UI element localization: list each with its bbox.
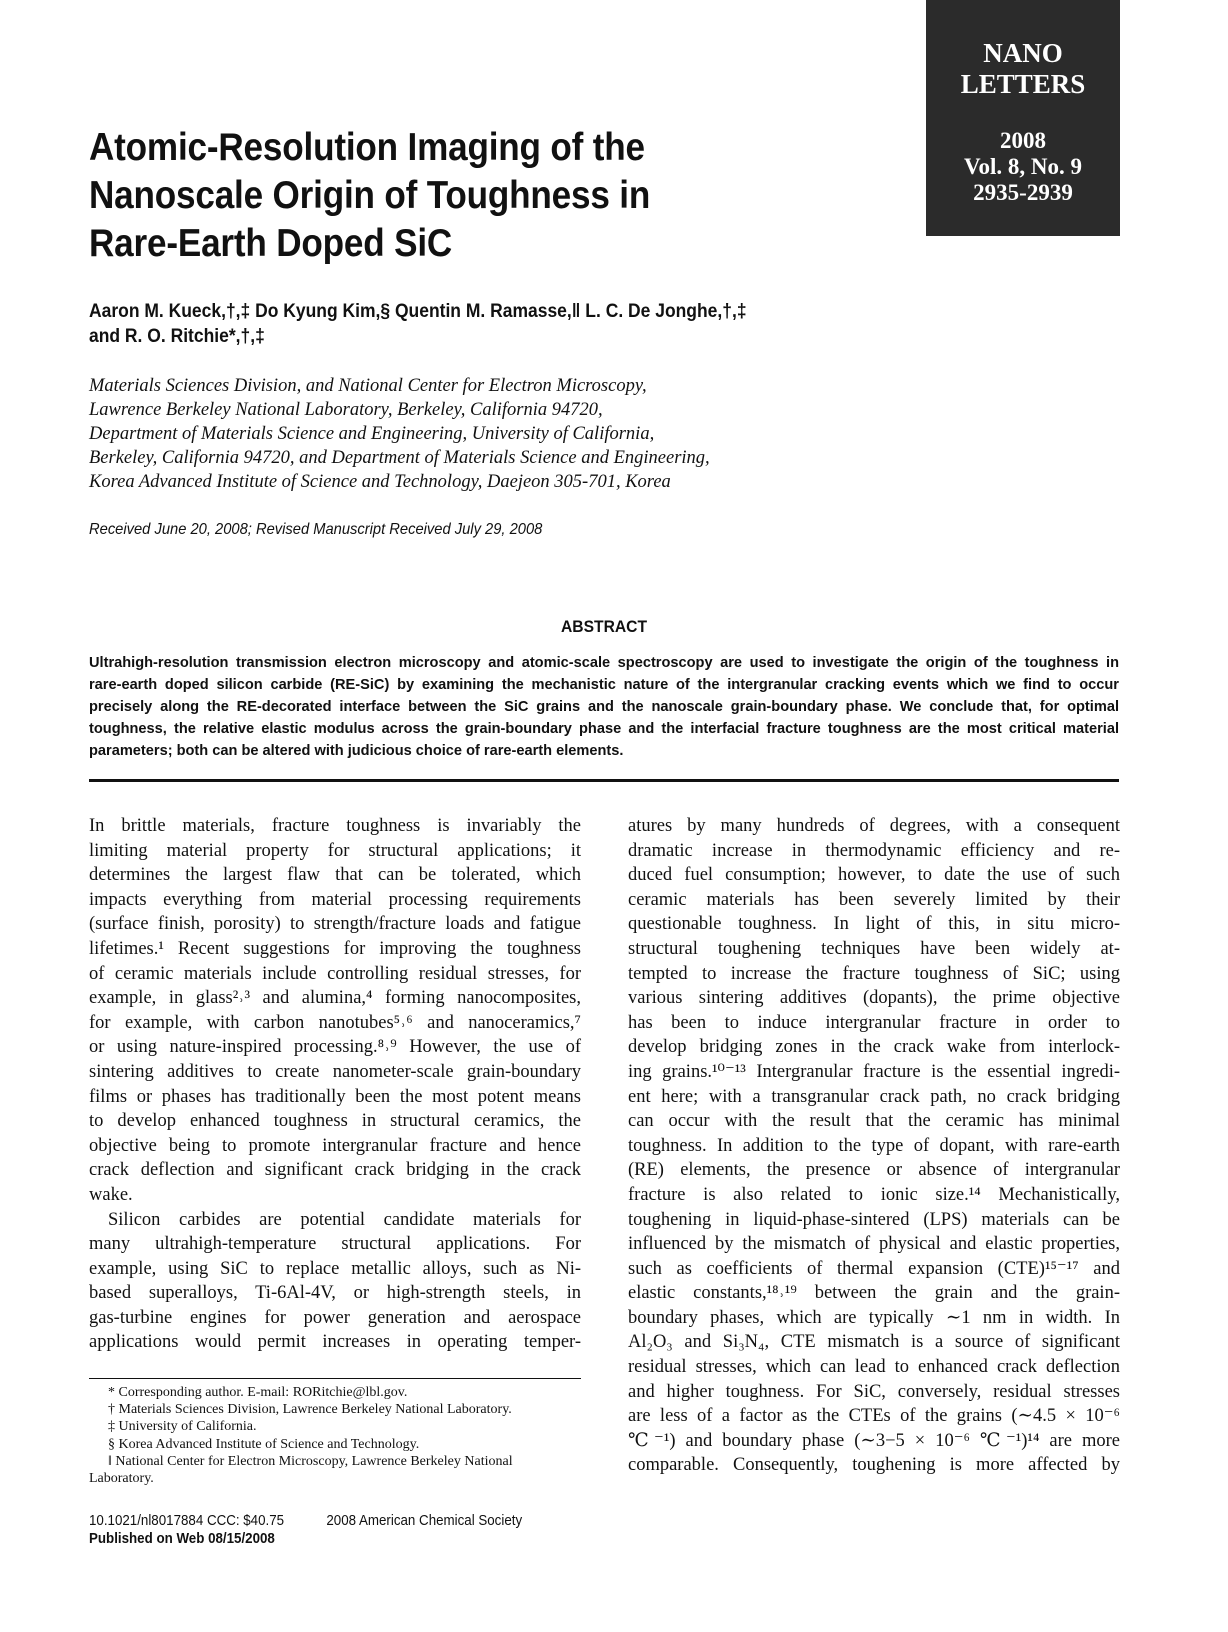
journal-volume: Vol. 8, No. 9 xyxy=(964,154,1082,179)
author-list: Aaron M. Kueck,†,‡ Do Kyung Kim,§ Quentin M. Ramasse,‖ L. C. De Jonghe,†,‡ and R. O. Ritchie*,†,‡ xyxy=(89,301,747,347)
received-dates: Received June 20, 2008; Revised Manuscript Received July 29, 2008 xyxy=(89,521,543,538)
journal-issue xyxy=(926,128,1120,206)
doi-info: 10.1021/nl8017884 CCC: $40.75 xyxy=(89,1513,285,1529)
journal-badge xyxy=(926,0,1120,236)
affiliations: Materials Sciences Division, and National Center for Electron Microscopy, Lawrence Berkeley National Laboratory, Berkeley, California 94720, Department of Materials Science and Engineering, University of California, Berkeley, California 94720, and Department of Materials Science and Engineering, Korea Advanced Institute of Science and Technology, Daejeon 305-701, Korea xyxy=(89,376,710,492)
footnotes: * Corresponding author. E-mail: RORitchie@lbl.gov. † Materials Sciences Division, Lawrence Berkeley National Laboratory. ‡ University of California. § Korea Advanced Institute of Science and Technology. ‖ National Center for Electron Microscopy, Lawrence Berkeley National Laboratory. xyxy=(89,1385,513,1487)
publication-info xyxy=(89,1512,522,1548)
copyright: 2008 American Chemical Society xyxy=(326,1513,523,1529)
body-column-right: atures by many hundreds of degrees, with a consequent dramatic increase in thermodynamic efficiency and re- duced fuel consumption; however, to date the use of such ceramic materials has been severely limited by their questionable toughness. In light of this, in situ micro- structural toughening techniques have been widely at- tempted to increase the fracture toughness of SiC; using various sintering additives (dopants), the prime objective has been to induce intergranular fracture in order to develop bridging zones in the crack wake from interlock- ing grains.¹⁰⁻¹³ Intergranular fracture is the essential ingredi- ent here; with a transgranular crack path, no crack bridging can occur with the result that the ceramic has minimal toughness. In addition to the type of dopant, with rare-earth (RE) elements, the presence or absence of intergranular fracture is also related to ionic size.¹⁴ Mechanistically, toughening in liquid-phase-sintered (LPS) materials can be influenced by the mismatch of physical and elastic properties, such as coefficients of thermal expansion (CTE)¹⁵⁻¹⁷ and elastic constants,¹⁸˒¹⁹ between the grain and the grain- boundary phases, which are typically ∼1 nm in width. In Al₂O₃ and Si₃N₄, CTE mismatch is a source of significant residual stresses, which can lead to enhanced crack deflection and higher toughness. For SiC, conversely, residual stresses are less of a factor as the CTEs of the grains (∼4.5 × 10⁻⁶ ℃⁻¹) and boundary phase (∼3−5 × 10⁻⁶ ℃⁻¹)¹⁴ are more comparable. Consequently, toughening is more affected by xyxy=(628,816,1120,1476)
journal-year: 2008 xyxy=(1000,128,1046,153)
body-column-left: In brittle materials, fracture toughness is invariably the limiting material property for structural applications; it determines the largest flaw that can be tolerated, which impacts everything from material processing requirements (surface finish, porosity) to strength/fracture loads and fatigue lifetimes.¹ Recent suggestions for improving the toughness of ceramic materials include controlling residual stresses, for example, in glass²˒³ and alumina,⁴ forming nanocomposites, for example, with carbon nanotubes⁵˒⁶ and nanoceramics,⁷ or using nature-inspired processing.⁸˒⁹ However, the use of sintering additives to create nanometer-scale grain-boundary films or phases has traditionally been the most potent means to develop enhanced toughness in structural ceramics, the objective being to promote intergranular fracture and hence crack deflection and significant crack bridging in the crack wake. Silicon carbides are potential candidate materials for many ultrahigh-temperature structural applications. For example, using SiC to replace metallic alloys, such as Ni- based superalloys, Ti-6Al-4V, or high-strength steels, in gas-turbine engines for power generation and aerospace applications would permit increases in operating temper- xyxy=(89,816,581,1353)
paper-title: Atomic-Resolution Imaging of the Nanoscale Origin of Toughness in Rare-Earth Doped SiC xyxy=(89,126,651,265)
abstract-text: Ultrahigh-resolution transmission electron microscopy and atomic-scale spectroscopy are used to investigate the origin of the toughness in rare-earth doped silicon carbide (RE-SiC) by examining the mechanistic nature of the intergranular cracking events which we find to occur precisely along the RE-decorated interface between the SiC grains and the nanoscale grain-boundary phase. We conclude that, for optimal toughness, the relative elastic modulus across the grain-boundary phase and the interfacial fracture toughness are the most critical material parameters; both can be altered with judicious choice of rare-earth elements. xyxy=(89,655,1119,759)
journal-name: NANO LETTERS xyxy=(960,38,1086,99)
footnote-divider xyxy=(89,1378,581,1379)
published-date: Published on Web 08/15/2008 xyxy=(89,1531,275,1547)
journal-pages: 2935-2939 xyxy=(973,180,1073,205)
abstract-divider xyxy=(89,779,1119,782)
abstract-heading: ABSTRACT xyxy=(560,617,648,636)
